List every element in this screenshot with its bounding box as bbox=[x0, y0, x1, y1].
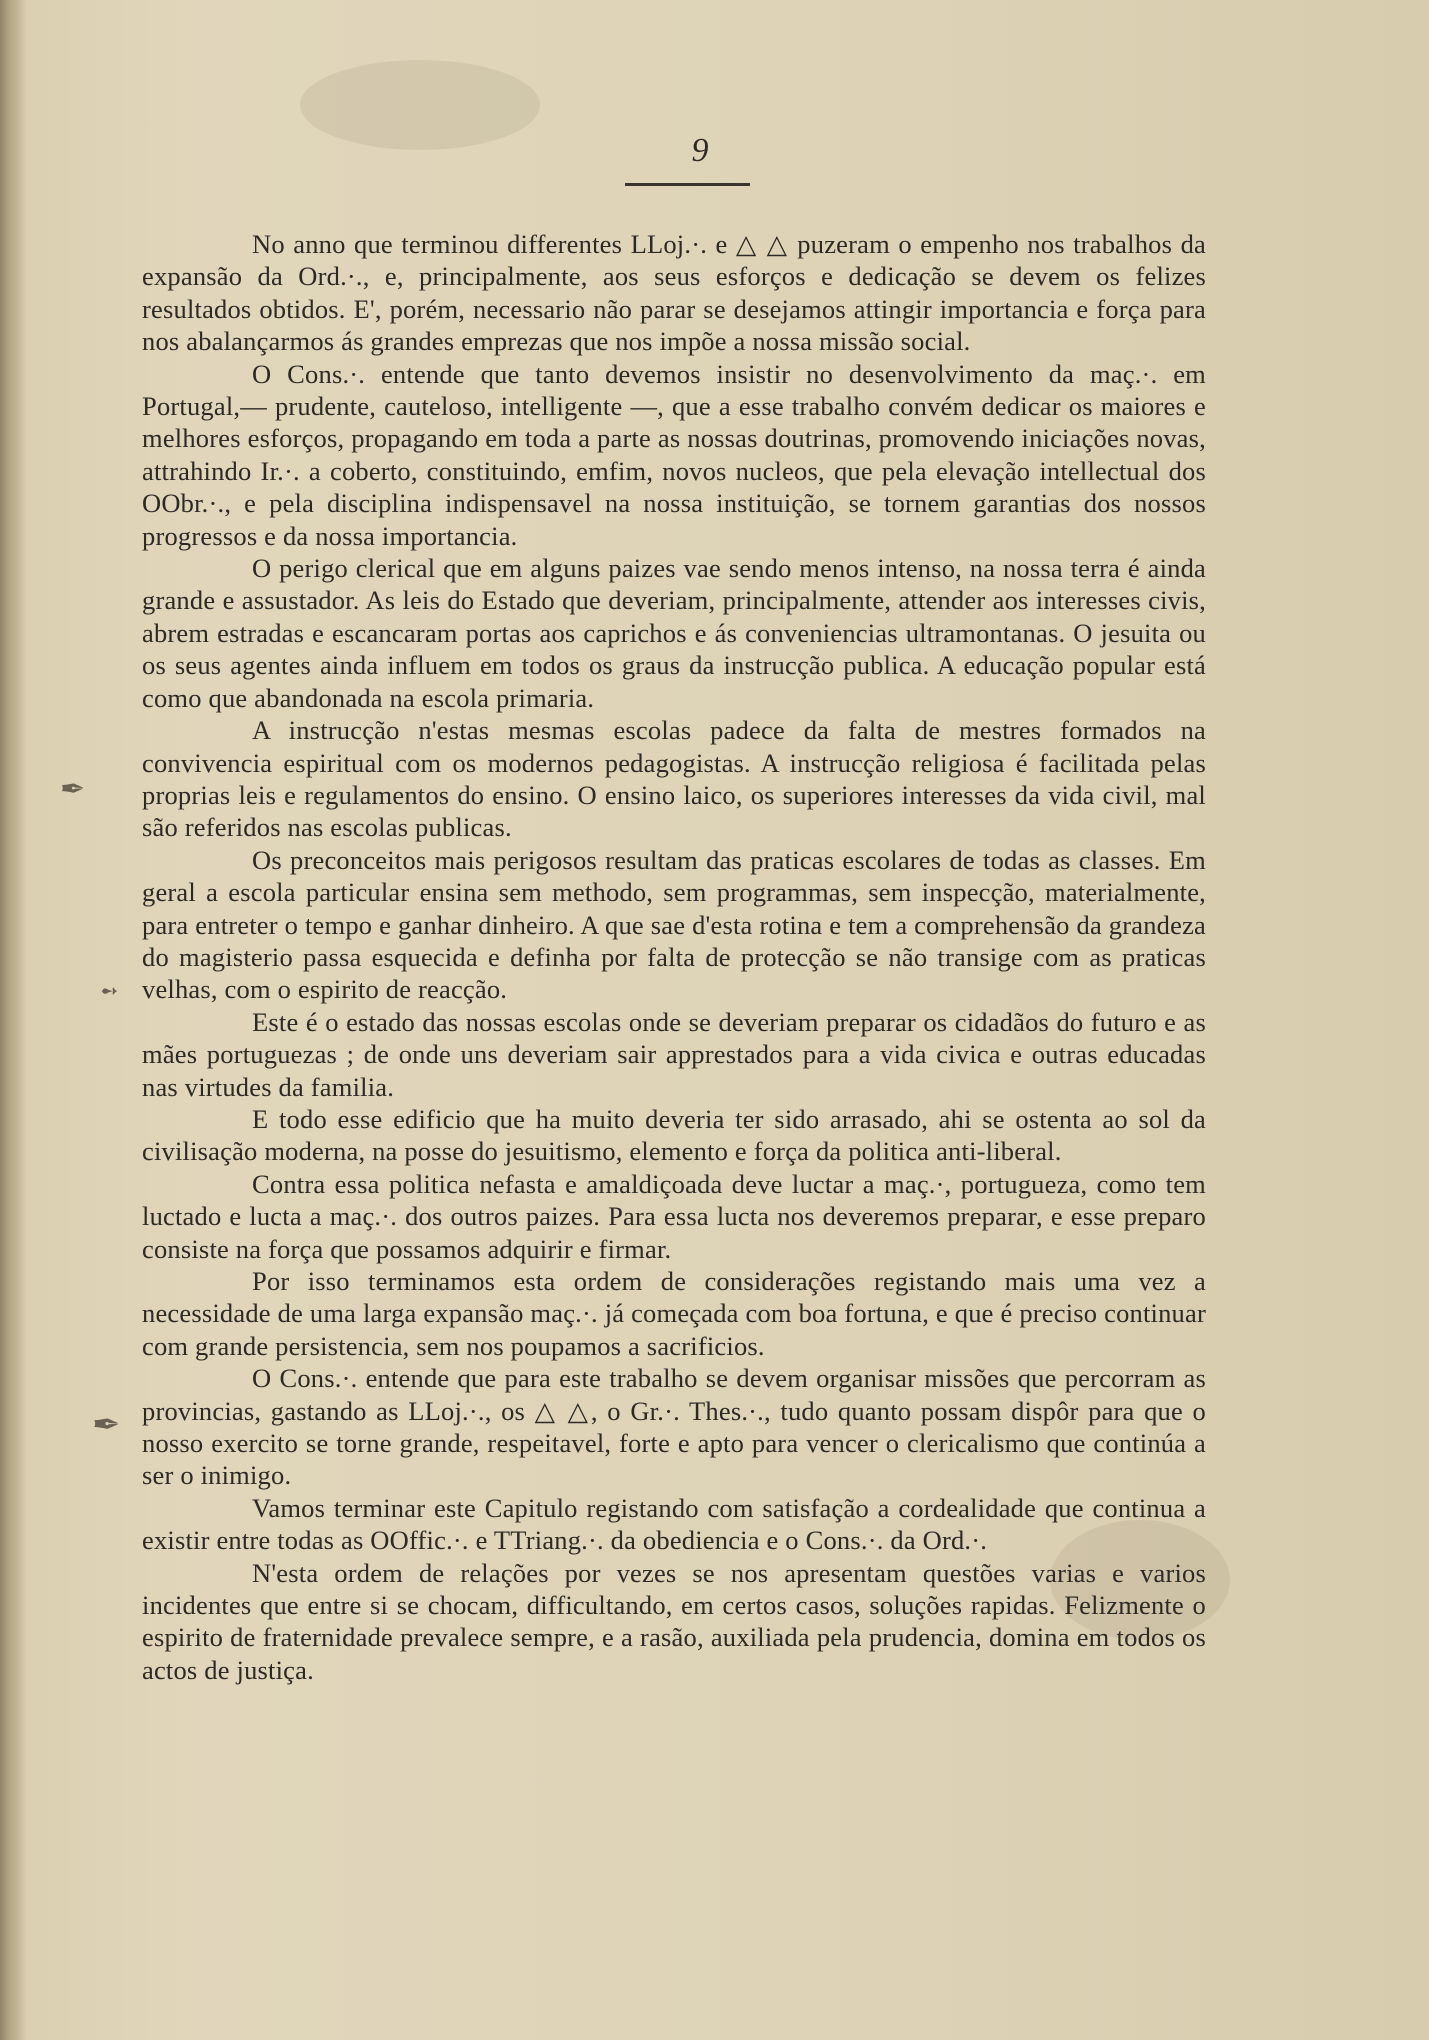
paragraph: O Cons.·. entende que para este trabalho se devem organisar missões que percorram as provincias, gastando as LLoj.·., os △ △, o Gr.·. Thes.·., tudo quanto possam dispôr para que o nosso exercito se torne grande, respeitavel, forte e apto para vencer o clericalismo que continúa a ser o inimigo. bbox=[142, 1363, 1206, 1491]
paper-stain bbox=[300, 60, 540, 150]
page-number: 9 bbox=[691, 132, 709, 169]
margin-mark-icon: ✒ bbox=[92, 1407, 121, 1444]
paragraph: N'esta ordem de relações por vezes se nos apresentam questões varias e varios incidentes que entre si se chocam, difficultando, em certos casos, soluções rapidas. Felizmente o espirito de fraternidade prevalece sempre, e a rasão, auxiliada pela prudencia, domina em todos os actos de justiça. bbox=[142, 1557, 1206, 1685]
margin-mark-icon: ✒ bbox=[60, 773, 86, 806]
paragraph: Este é o estado das nossas escolas onde se deveriam preparar os cidadãos do futuro e as mães portuguezas ; de onde uns deveriam sair apprestados para a vida civica e outras educadas nas virtudes da familia. bbox=[142, 1006, 1206, 1102]
paragraph: Vamos terminar este Capitulo registando com satisfação a cordealidade que continua a existir entre todas as OOffic.·. e TTriang.·. da obediencia e o Cons.·. da Ord.·. bbox=[142, 1492, 1206, 1556]
paragraph: E todo esse edificio que ha muito deveria ter sido arrasado, ahi se ostenta ao sol da civilisação moderna, na posse do jesuitismo, elemento e força da politica anti-liberal. bbox=[142, 1103, 1206, 1167]
page-edge-shadow bbox=[0, 0, 26, 2040]
margin-mark-icon: ➻ bbox=[100, 978, 119, 1003]
paragraph: Por isso terminamos esta ordem de considerações registando mais uma vez a necessidade de uma larga expansão maç.·. já começada com boa fortuna, e que é preciso continuar com grande persistencia, sem nos poupamos a sacrificios. bbox=[142, 1266, 1206, 1361]
body-text bbox=[142, 228, 1206, 1686]
paragraph: Contra essa politica nefasta e amaldiçoada deve luctar a maç.·, portugueza, como tem luctado e lucta a maç.·. dos outros paizes. Para essa lucta nos deveremos preparar, e esse preparo consiste na força que possamos adquirir e firmar. bbox=[142, 1168, 1206, 1264]
page-number-rule bbox=[625, 183, 750, 186]
paragraph: O perigo clerical que em alguns paizes vae sendo menos intenso, na nossa terra é ainda grande e assustador. As leis do Estado que deveriam, principalmente, attender aos interesses civis, abrem estradas e escancaram portas aos caprichos e ás conveniencias ultramontanas. O jesuita ou os seus agentes ainda influem em todos os graus da instrucção publica. A educação popular está como que abandonada na escola primaria. bbox=[142, 553, 1206, 713]
paragraph: No anno que terminou differentes LLoj.·. e △ △ puzeram o empenho nos trabalhos da expansão da Ord.·., e, principalmente, aos seus esforços e dedicação se devem os felizes resultados obtidos. E', porém, necessario não parar se desejamos attingir importancia e força para nos abalançarmos ás grandes emprezas que nos impõe a nossa missão social. bbox=[142, 229, 1206, 357]
paragraph: Os preconceitos mais perigosos resultam das praticas escolares de todas as classes. Em geral a escola particular ensina sem methodo, sem programmas, sem inspecção, materialmente, para entreter o tempo e ganhar dinheiro. A que sae d'esta rotina e tem a comprehensão da grandeza do magisterio passa esquecida e definha por falta de protecção se não transige com as praticas velhas, com o espirito de reacção. bbox=[142, 844, 1206, 1005]
paragraph: O Cons.·. entende que tanto devemos insistir no desenvolvimento da maç.·. em Portugal,— prudente, cauteloso, intelligente —, que a esse trabalho convém dedicar os maiores e melhores esforços, propagando em toda a parte as nossas doutrinas, promovendo iniciações novas, attrahindo Ir.·. a coberto, constituindo, emfim, novos nucleos, que pela elevação intellectual dos OObr.·., e pela disciplina indispensavel na nossa instituição, se tornem garantias dos nossos progressos e da nossa importancia. bbox=[142, 358, 1206, 551]
paragraph: A instrucção n'estas mesmas escolas padece da falta de mestres formados na convivencia espiritual com os modernos pedagogistas. A instrucção religiosa é facilitada pelas proprias leis e regulamentos do ensino. O ensino laico, os superiores interesses da vida civil, mal são referidos nas escolas publicas. bbox=[142, 715, 1206, 843]
